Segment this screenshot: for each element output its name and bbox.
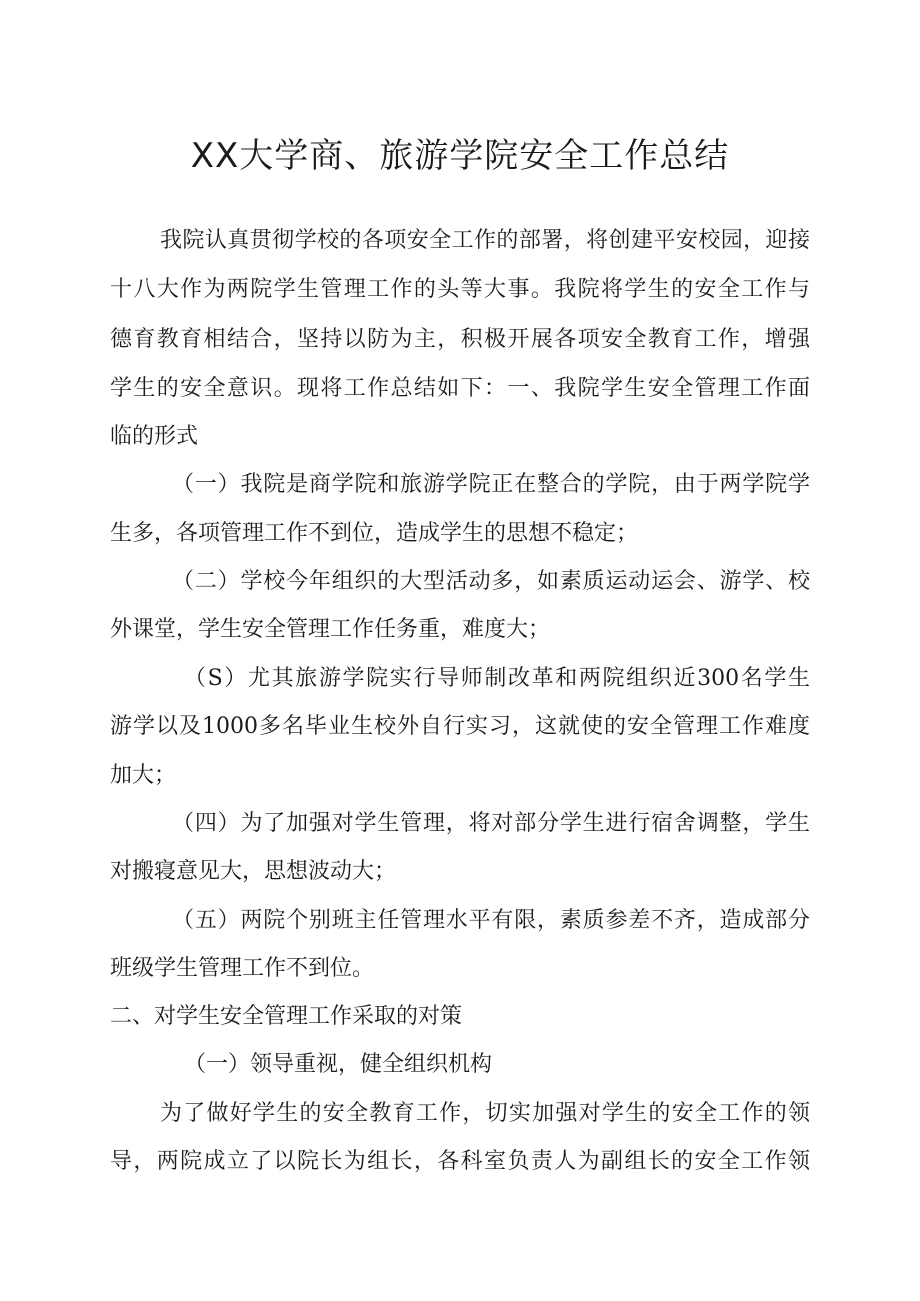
item-3-line-1: （S）尤其旅游学院实行导师制改革和两院组织近300名学生	[184, 666, 810, 691]
paragraph-line-3: 德育教育相结合，坚持以防为主，积极开展各项安全教育工作，增强	[110, 327, 810, 352]
item-4-line-1: （四）为了加强对学生管理，将对部分学生进行宿舍调整，学生	[172, 811, 810, 836]
item-1-line-1: （一）我院是商学院和旅游学院正在整合的学院，由于两学院学	[172, 472, 810, 497]
item-5-line-2: 班级学生管理工作不到位。	[110, 956, 375, 981]
section-heading-2: 二、对学生安全管理工作采取的对策	[110, 1004, 463, 1029]
paragraph-2-line-1: 为了做好学生的安全教育工作，切实加强对学生的安全工作的领	[160, 1101, 810, 1126]
paragraph-line-1: 我院认真贯彻学校的各项安全工作的部署，将创建平安校园，迎接	[160, 228, 810, 253]
item-2-line-1: （二）学校今年组织的大型活动多，如素质运动运会、游学、校	[172, 569, 810, 594]
paragraph-2-line-2: 导，两院成立了以院长为组长，各科室负责人为副组长的安全工作领	[110, 1149, 810, 1174]
subsection-heading-1: （一）领导重视，健全组织机构	[184, 1052, 493, 1077]
item-3-line-2: 游学以及1000多名毕业生校外自行实习，这就使的安全管理工作难度	[110, 714, 810, 739]
item-4-line-2: 对搬寝意见大，思想波动大；	[110, 859, 397, 884]
item-1-line-2: 生多，各项管理工作不到位，造成学生的思想不稳定；	[110, 521, 639, 546]
document-title: XX大学商、旅游学院安全工作总结	[190, 136, 730, 176]
paragraph-line-2: 十八大作为两院学生管理工作的头等大事。我院将学生的安全工作与	[110, 277, 810, 302]
item-5-line-1: （五）两院个别班主任管理水平有限，素质参差不齐，造成部分	[172, 908, 810, 933]
paragraph-line-5: 临的形式	[110, 424, 199, 449]
paragraph-line-4: 学生的安全意识。现将工作总结如下：一、我院学生安全管理工作面	[110, 376, 810, 401]
item-2-line-2: 外课堂，学生安全管理工作任务重，难度大；	[110, 617, 551, 642]
item-3-line-3: 加大；	[110, 763, 177, 788]
